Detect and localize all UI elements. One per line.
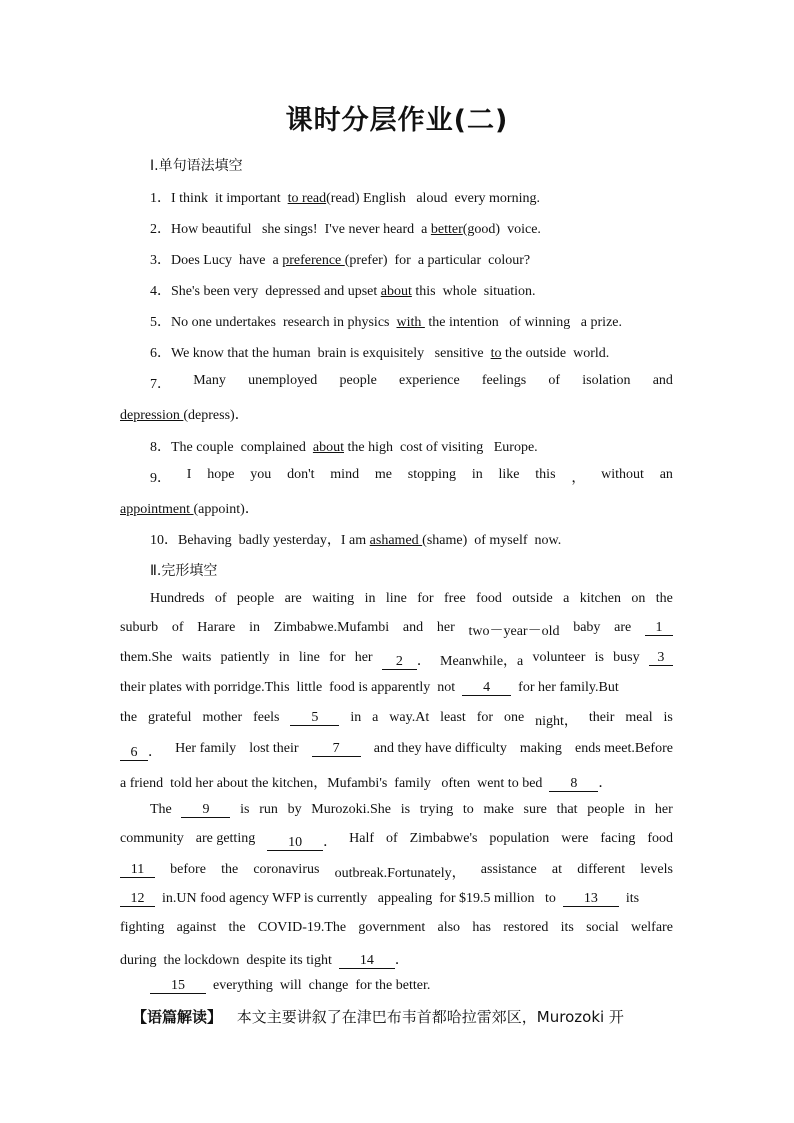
cloze-word: for her family.But: [518, 680, 619, 695]
cloze-word: against: [176, 920, 217, 935]
cloze-word: food: [647, 831, 673, 846]
exercise-text: (good) voice.: [462, 222, 541, 237]
cloze-word: a: [563, 591, 570, 606]
exercise-line: [150, 280, 673, 300]
cloze-line: [120, 862, 673, 882]
cloze-word: waits: [181, 650, 212, 665]
cloze-line: [120, 920, 673, 936]
exercise-number: 6．: [150, 346, 171, 361]
exercise-number: 4．: [150, 284, 171, 299]
exercise-text: the intention of winning a prize.: [424, 315, 622, 330]
cloze-word: baby: [573, 620, 601, 635]
cloze-word: assistance: [480, 862, 537, 877]
exercise-word: isolation: [582, 373, 631, 388]
cloze-word: and: [402, 620, 424, 635]
cloze-word: them.She: [120, 650, 173, 665]
answer: about: [380, 284, 412, 299]
cloze-blank-group: [312, 741, 361, 761]
exercise-text: I think it important: [171, 191, 288, 206]
cloze-word: outside: [512, 591, 553, 606]
exercise-line: [150, 467, 673, 487]
cloze-word: two－year－old: [468, 624, 560, 639]
exercise-text: (shame) of myself now.: [422, 533, 562, 548]
cloze-blank-group: [549, 776, 612, 791]
exercise-word: Many: [193, 373, 226, 388]
cloze-word: welfare: [630, 920, 673, 935]
exercise-number: 7．: [150, 377, 171, 392]
cloze-word: line: [298, 650, 320, 665]
cloze-blank: 10: [267, 835, 323, 851]
cloze-line: [120, 831, 673, 851]
cloze-word: line: [385, 591, 407, 606]
cloze-blank: 4: [462, 680, 511, 696]
exercise-number: 8．: [150, 440, 171, 455]
cloze-blank-group: [181, 802, 230, 818]
cloze-word: make: [483, 802, 514, 817]
cloze-punct: ．: [416, 654, 431, 669]
cloze-line: [120, 949, 673, 969]
exercise-word: me: [374, 467, 392, 482]
cloze-word: suburb: [120, 620, 159, 635]
section-heading-cloze: Ⅱ.完形填空: [150, 563, 218, 579]
cloze-word: waiting: [312, 591, 355, 606]
cloze-word: of: [214, 591, 227, 606]
cloze-word: of: [385, 831, 398, 846]
exercise-number: 2．: [150, 222, 171, 237]
cloze-word: also: [437, 920, 461, 935]
cloze-word: and they have difficulty: [373, 741, 507, 756]
exercise-number: 9．: [150, 471, 171, 486]
cloze-blank: 3: [649, 650, 673, 666]
cloze-line: [120, 650, 673, 670]
cloze-word: their plates with porridge.This little food is apparently not: [120, 680, 456, 695]
answer: better: [430, 222, 463, 237]
cloze-line: [120, 680, 673, 696]
cloze-word: is: [594, 650, 604, 665]
cloze-word: Murozoki.She: [311, 802, 392, 817]
cloze-punct: ．: [323, 835, 338, 850]
answer: with: [396, 315, 425, 330]
cloze-punct: ．: [148, 745, 162, 760]
exercise-word: of: [548, 373, 561, 388]
cloze-word: a: [372, 710, 379, 725]
cloze-word: before: [170, 862, 206, 877]
cloze-line: [150, 802, 673, 818]
cloze-word: its: [560, 920, 574, 935]
cloze-blank: 13: [563, 891, 619, 907]
cloze-word: its: [625, 891, 640, 906]
exercise-word: people: [339, 373, 377, 388]
cloze-blank: 2: [382, 654, 417, 670]
cloze-word: run: [259, 802, 278, 817]
cloze-word: the: [120, 710, 138, 725]
cloze-blank: 9: [181, 802, 230, 818]
cloze-word: her: [354, 650, 373, 665]
exercise-line: [150, 529, 673, 549]
cloze-word: Her family: [175, 741, 237, 756]
cloze-blank-group: [649, 650, 673, 670]
answer: preference: [282, 253, 345, 268]
cloze-word: one: [503, 710, 525, 725]
exercise-word: hope: [207, 467, 235, 482]
cloze-word: The: [150, 802, 172, 817]
exercise-text: We know that the human brain is exquisitely sensitive: [171, 346, 491, 361]
cloze-word: making: [519, 741, 562, 756]
exercise-word: ，: [571, 471, 586, 486]
cloze-blank-group: [290, 710, 339, 730]
cloze-blank-group: [563, 891, 619, 906]
answer: depression: [120, 408, 184, 423]
cloze-word: ends meet.Before: [574, 741, 673, 756]
cloze-blank-group: [339, 953, 409, 968]
exercise-text: The couple complained: [171, 440, 313, 455]
cloze-word: mother: [202, 710, 243, 725]
cloze-word: feels: [253, 710, 280, 725]
exercise-text: Behaving badly yesterday，I am: [178, 533, 370, 548]
cloze-word: in: [364, 591, 376, 606]
cloze-word: volunteer: [532, 650, 586, 665]
cloze-word: food: [476, 591, 502, 606]
cloze-word: Zimbabwe.Mufambi: [273, 620, 390, 635]
cloze-blank-group: [150, 978, 206, 993]
cloze-word: in: [350, 710, 362, 725]
cloze-word: in: [249, 620, 260, 635]
exercise-line: [150, 187, 673, 207]
cloze-blank: 15: [150, 978, 206, 994]
answer: to read: [287, 191, 327, 206]
cloze-word: Harare: [197, 620, 236, 635]
cloze-punct: ．: [598, 776, 613, 791]
cloze-word: restored: [503, 920, 549, 935]
exercise-line: [150, 218, 673, 238]
exercise-number: 5．: [150, 315, 171, 330]
cloze-word: facing: [600, 831, 636, 846]
cloze-word: fighting: [120, 920, 165, 935]
cloze-line: [150, 978, 673, 994]
cloze-word: least: [440, 710, 466, 725]
cloze-blank: 5: [290, 710, 339, 726]
cloze-blank: 12: [120, 891, 155, 907]
cloze-word: people: [587, 802, 625, 817]
cloze-word: the: [228, 920, 246, 935]
answer: about: [312, 440, 345, 455]
cloze-word: in: [634, 802, 646, 817]
cloze-blank: 14: [339, 953, 395, 969]
exercise-line: [120, 404, 673, 424]
cloze-word: sure: [523, 802, 547, 817]
exercise-text: the high cost of visiting Europe.: [344, 440, 538, 455]
cloze-word: community: [120, 831, 184, 846]
cloze-word: population: [489, 831, 550, 846]
cloze-word: has: [472, 920, 491, 935]
exercise-text: (read) English aloud every morning.: [326, 191, 540, 206]
exercise-text: (appoint)．: [193, 502, 259, 517]
reading-tag: 【语篇解读】: [132, 1008, 223, 1026]
exercise-number: 1．: [150, 191, 171, 206]
section-heading-grammar: Ⅰ.单句语法填空: [150, 158, 243, 174]
cloze-word: government: [358, 920, 426, 935]
exercise-word: this: [535, 467, 556, 482]
cloze-word: social: [586, 920, 619, 935]
answer: appointment: [120, 502, 194, 517]
cloze-word: for the better.: [355, 978, 431, 993]
exercise-word: mind: [330, 467, 360, 482]
exercise-text: (depress)．: [183, 408, 249, 423]
cloze-word: a friend told her about the kitchen，Mufambi's family often went to bed: [120, 776, 543, 791]
cloze-word: for: [476, 710, 494, 725]
cloze-line: [120, 741, 673, 761]
exercise-word: an: [659, 467, 673, 482]
exercise-word: and: [652, 373, 673, 388]
exercise-word: I: [186, 467, 192, 482]
cloze-word: outbreak.Fortunately，: [334, 866, 466, 881]
exercise-text: No one undertakes research in physics: [171, 315, 397, 330]
cloze-word: are: [284, 591, 302, 606]
cloze-word: patiently: [220, 650, 270, 665]
cloze-word: different: [577, 862, 626, 877]
cloze-word: Hundreds: [150, 591, 205, 606]
cloze-line: [120, 891, 673, 907]
cloze-word: levels: [640, 862, 673, 877]
cloze-word: everything: [213, 978, 273, 993]
cloze-word: to: [462, 802, 474, 817]
cloze-blank-group: [120, 891, 556, 906]
exercise-word: without: [601, 467, 644, 482]
cloze-line: [120, 710, 673, 730]
cloze-word: on: [631, 591, 646, 606]
answer: to: [490, 346, 502, 361]
exercise-line: [150, 342, 673, 362]
cloze-word: coronavirus: [253, 862, 320, 877]
exercise-number: 3．: [150, 253, 171, 268]
answer: ashamed: [369, 533, 423, 548]
exercise-word: experience: [399, 373, 460, 388]
cloze-punct: ．: [394, 953, 409, 968]
exercise-word: in: [471, 467, 483, 482]
cloze-word: Meanwhile，a: [440, 654, 524, 669]
cloze-word: for: [417, 591, 434, 606]
cloze-line: [120, 772, 673, 792]
cloze-word: her: [436, 620, 455, 635]
exercise-number: 10．: [150, 533, 178, 548]
cloze-blank-group: [120, 862, 155, 882]
cloze-word: night，: [535, 714, 578, 729]
exercise-line: [150, 311, 673, 331]
cloze-word: change: [308, 978, 349, 993]
cloze-word: Half: [349, 831, 375, 846]
cloze-word: by: [287, 802, 302, 817]
cloze-word: her: [654, 802, 673, 817]
exercise-line: [150, 373, 673, 393]
cloze-word: trying: [419, 802, 454, 817]
exercise-word: stopping: [407, 467, 457, 482]
cloze-punct: in.UN food agency WFP is currently appealing for $19.5 million to: [155, 891, 556, 906]
cloze-word: that: [556, 802, 578, 817]
cloze-blank: 1: [645, 620, 673, 636]
cloze-word: people: [236, 591, 275, 606]
page-title: 课时分层作业(二): [285, 105, 509, 136]
cloze-word: Zimbabwe's: [409, 831, 478, 846]
cloze-blank: 8: [549, 776, 598, 792]
exercise-text: the outside world.: [501, 346, 610, 361]
cloze-word: at: [551, 862, 563, 877]
cloze-blank-group: [645, 620, 673, 640]
exercise-word: don't: [287, 467, 315, 482]
cloze-word: for: [329, 650, 346, 665]
cloze-word: during the lockdown despite its tight: [120, 953, 332, 968]
cloze-word: are getting: [195, 831, 256, 846]
cloze-word: kitchen: [579, 591, 621, 606]
cloze-word: is: [663, 710, 673, 725]
exercise-word: you: [250, 467, 272, 482]
exercise-word: feelings: [481, 373, 527, 388]
cloze-word: will: [279, 978, 302, 993]
cloze-word: in: [278, 650, 290, 665]
exercise-text: She's been very depressed and upset: [171, 284, 381, 299]
exercise-text: (prefer) for a particular colour?: [344, 253, 531, 268]
cloze-blank-group: [462, 680, 511, 695]
cloze-line: [150, 591, 673, 607]
cloze-word: COVID-19.The: [257, 920, 347, 935]
cloze-word: is: [400, 802, 411, 817]
cloze-word: meal: [625, 710, 653, 725]
exercise-line: [150, 249, 673, 269]
cloze-word: are: [614, 620, 632, 635]
cloze-word: of: [171, 620, 184, 635]
exercise-line: [150, 436, 673, 456]
cloze-word: free: [444, 591, 466, 606]
cloze-blank: 7: [312, 741, 361, 757]
cloze-line: [120, 620, 673, 640]
reading-text: 本文主要讲叙了在津巴布韦首都哈拉雷郊区，Murozoki 开: [236, 1008, 624, 1026]
cloze-word: is: [240, 802, 250, 817]
cloze-word: busy: [613, 650, 640, 665]
exercise-line: [120, 498, 673, 518]
cloze-blank-group: [382, 650, 431, 670]
exercise-text: How beautiful she sings! I've never heard a: [171, 222, 431, 237]
exercise-text: Does Lucy have a: [171, 253, 283, 268]
cloze-blank-group: [267, 831, 337, 851]
cloze-word: their: [588, 710, 615, 725]
cloze-word: the: [655, 591, 673, 606]
reading-note: [120, 1006, 675, 1027]
cloze-blank: 11: [120, 862, 155, 878]
cloze-word: way.At: [389, 710, 430, 725]
exercise-word: unemployed: [248, 373, 318, 388]
cloze-word: were: [561, 831, 589, 846]
cloze-blank: 6: [120, 745, 148, 761]
cloze-word: the: [221, 862, 239, 877]
cloze-word: lost their: [249, 741, 299, 756]
exercise-word: like: [498, 467, 520, 482]
exercise-text: this whole situation.: [411, 284, 536, 299]
cloze-word: grateful: [148, 710, 192, 725]
cloze-blank-group: [120, 741, 162, 761]
